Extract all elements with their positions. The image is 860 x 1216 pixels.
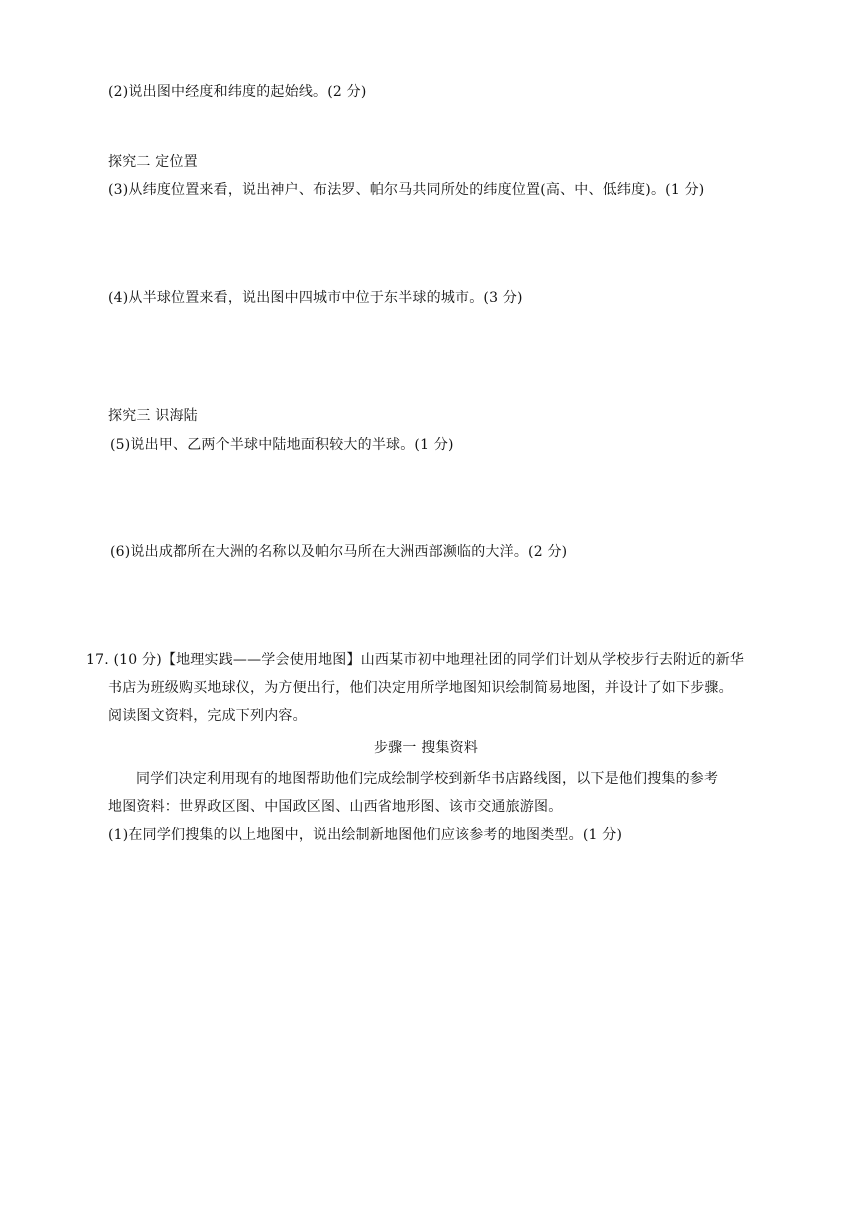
question-3-text: (3)从纬度位置来看，说出神户、布法罗、帕尔马共同所处的纬度位置(高、中、低纬度)。(1 分) (108, 182, 705, 198)
question-4-text: (4)从半球位置来看，说出图中四城市中位于东半球的城市。(3 分) (108, 290, 523, 306)
step-1-paragraph-line-1: 同学们决定利用现有的地图帮助他们完成绘制学校到新华书店路线图，以下是他们搜集的参考 (136, 771, 719, 787)
section-heading-explore-3: 探究三 识海陆 (108, 408, 198, 424)
question-6-text: (6)说出成都所在大洲的名称以及帕尔马所在大洲西部濒临的大洋。(2 分) (110, 544, 568, 560)
question-5-text: (5)说出甲、乙两个半球中陆地面积较大的半球。(1 分) (110, 437, 454, 453)
question-17-intro-line-2: 书店为班级购买地球仪，为方便出行，他们决定用所学地图知识绘制简易地图，并设计了如下步骤。 (108, 680, 733, 696)
question-17-intro-line-1: 17. (10 分)【地理实践——学会使用地图】山西某市初中地理社团的同学们计划从学校步行去附近的新华 (86, 652, 745, 668)
question-17-intro-line-3: 阅读图文资料，完成下列内容。 (108, 708, 307, 724)
question-2-text: (2)说出图中经度和纬度的起始线。(2 分) (108, 84, 367, 100)
question-17-1-text: (1)在同学们搜集的以上地图中，说出绘制新地图他们应该参考的地图类型。(1 分) (108, 827, 623, 843)
step-1-heading: 步骤一 搜集资料 (373, 740, 479, 756)
section-heading-explore-2: 探究二 定位置 (108, 154, 198, 170)
step-1-paragraph-line-2: 地图资料：世界政区图、中国政区图、山西省地形图、该市交通旅游图。 (108, 799, 563, 815)
